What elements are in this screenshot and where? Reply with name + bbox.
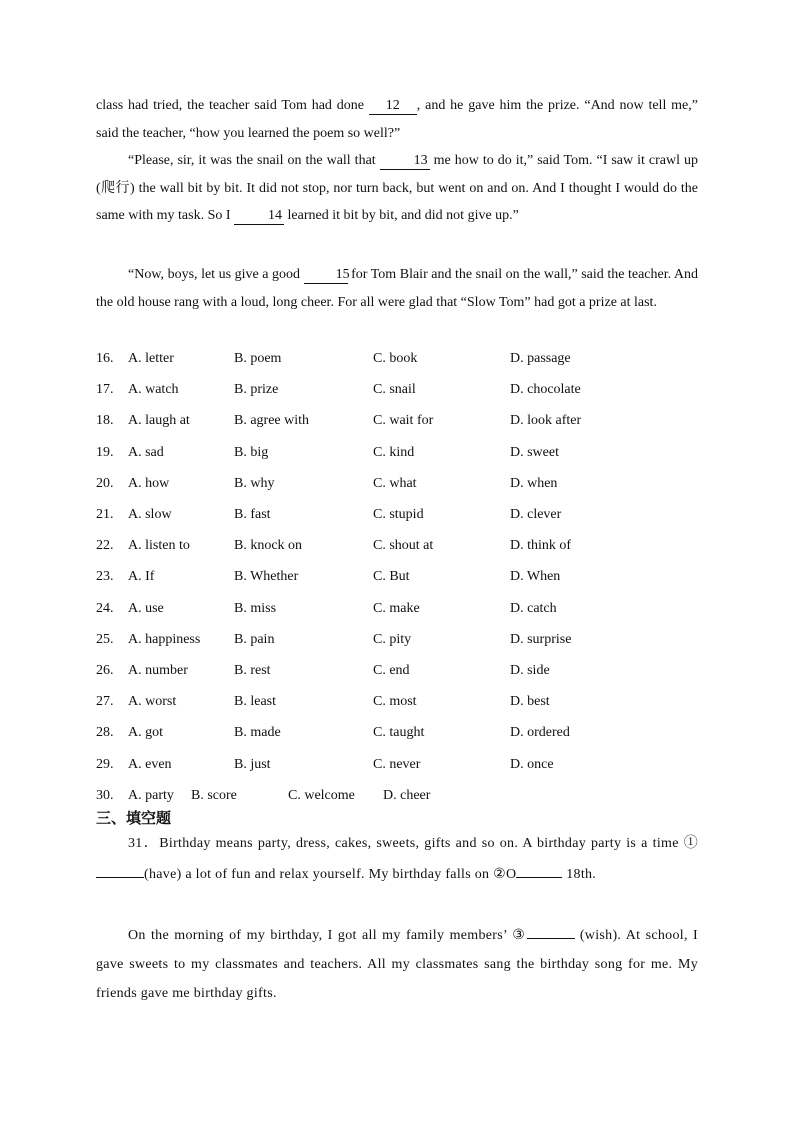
option-a[interactable]: A. laugh at: [128, 413, 190, 429]
option-d[interactable]: D. cheer: [383, 787, 431, 803]
passage-text: (wish). At school, I gave sweets to my classmates and teachers. All my classmates sang the birthday song for me. My friends gave me birthday gifts.: [96, 928, 699, 1001]
passage-text: “Please, sir, it was the snail on the wall that: [128, 153, 380, 168]
option-a[interactable]: A. happiness: [128, 631, 201, 647]
option-d[interactable]: D. look after: [510, 413, 582, 429]
option-c[interactable]: C. welcome: [288, 787, 355, 803]
question-number: 18.: [96, 413, 114, 429]
option-d[interactable]: D. clever: [510, 507, 562, 522]
option-d[interactable]: D. once: [510, 756, 554, 772]
option-a[interactable]: A. sad: [128, 444, 164, 460]
option-c[interactable]: C. shout at: [373, 538, 434, 554]
option-a[interactable]: A. If: [128, 569, 155, 585]
fill-blank-3[interactable]: [527, 938, 575, 939]
question-row: [96, 349, 696, 369]
question-row: [96, 411, 696, 431]
question-row: [96, 536, 696, 556]
question-row: [96, 505, 696, 525]
passage-paragraph-3: [96, 261, 698, 316]
option-c[interactable]: C. kind: [373, 444, 415, 460]
option-a[interactable]: A. letter: [128, 351, 174, 366]
passage-paragraph-1: [96, 92, 698, 147]
option-a[interactable]: A. watch: [128, 382, 179, 398]
option-b[interactable]: B. knock on: [234, 538, 303, 554]
passage-text: me how to do it,” said Tom. “I saw it crawl up (: [96, 153, 698, 196]
section-title: 三、填空题: [96, 809, 172, 827]
option-b[interactable]: B. made: [234, 725, 281, 741]
option-d[interactable]: D. catch: [510, 600, 557, 616]
option-a[interactable]: A. listen to: [128, 538, 190, 554]
option-d[interactable]: D. best: [510, 694, 550, 710]
question-number: 20.: [96, 475, 114, 491]
passage-text: On the morning of my birthday, I got all my family members’: [128, 928, 513, 943]
chinese-gloss: 爬行: [100, 179, 130, 196]
blank-12: 12: [369, 98, 417, 115]
option-a[interactable]: A. even: [128, 756, 172, 772]
fill-paragraph-1: [96, 828, 698, 890]
option-b[interactable]: B. score: [191, 787, 237, 803]
question-number: 16.: [96, 351, 114, 366]
passage-paragraph-2: [96, 147, 698, 230]
question-row: [96, 474, 696, 494]
question-number: 21.: [96, 507, 114, 522]
option-c[interactable]: C. stupid: [373, 507, 424, 522]
passage-text: class had tried, the teacher said Tom had done: [96, 98, 369, 113]
passage-text: “Now, boys, let us give a good: [128, 267, 304, 282]
question-number: 27.: [96, 694, 114, 710]
blank-marker-2: ②O: [493, 867, 517, 882]
passage-text: ) the wall bit by bit. It did not stop, nor turn back, but went on and on. And I thought I would do the same with my task. So I: [96, 180, 699, 223]
blank-marker-1: ①: [683, 836, 698, 851]
option-b[interactable]: B. prize: [234, 382, 279, 398]
option-d[interactable]: D. chocolate: [510, 382, 581, 398]
option-c[interactable]: C. most: [373, 694, 417, 710]
option-b[interactable]: B. miss: [234, 600, 277, 616]
option-c[interactable]: C. taught: [373, 725, 425, 741]
question-row: [96, 599, 696, 619]
question-row: [96, 630, 696, 650]
option-b[interactable]: B. just: [234, 756, 271, 772]
question-number: 30.: [96, 787, 114, 803]
question-row: [96, 755, 696, 775]
option-b[interactable]: B. fast: [234, 507, 271, 522]
option-c[interactable]: C. make: [373, 600, 420, 616]
option-d[interactable]: D. passage: [510, 351, 571, 366]
option-d[interactable]: D. think of: [510, 538, 572, 554]
blank-marker-3: ③: [512, 928, 527, 943]
option-b[interactable]: B. least: [234, 694, 276, 710]
option-d[interactable]: D. side: [510, 663, 550, 678]
fill-blank-2[interactable]: [516, 877, 562, 878]
passage-text: for Tom Blair and the snail on the wall,” said the teacher. And the old house rang with a loud, long cheer. For all were glad that “Slow Tom” had got a prize at last.: [96, 267, 698, 310]
option-a[interactable]: A. slow: [128, 507, 172, 522]
option-c[interactable]: C. snail: [373, 382, 416, 398]
option-b[interactable]: B. why: [234, 475, 275, 491]
question-number: 17.: [96, 382, 114, 398]
option-d[interactable]: D. ordered: [510, 725, 570, 741]
passage-text: , and he gave him the prize. “And now tell me,” said the teacher, “how you learned the poem so well?”: [96, 98, 698, 141]
question-number: 24.: [96, 600, 114, 616]
option-d[interactable]: D. when: [510, 475, 558, 491]
question-number: 29.: [96, 756, 114, 772]
question-row: [96, 786, 696, 806]
option-a[interactable]: A. number: [128, 663, 188, 678]
blank-13: 13: [380, 153, 430, 170]
blank-15: 15: [304, 267, 348, 284]
option-c[interactable]: C. never: [373, 756, 421, 772]
passage-text: 31．Birthday means party, dress, cakes, sweets, gifts and so on. A birthday party is a time: [128, 836, 684, 851]
question-row: [96, 443, 696, 463]
option-c[interactable]: C. what: [373, 475, 417, 491]
question-number: 19.: [96, 444, 114, 460]
question-row: [96, 567, 696, 587]
option-b[interactable]: B. pain: [234, 631, 275, 647]
option-a[interactable]: A. how: [128, 475, 170, 491]
passage-text: (have) a lot of fun and relax yourself. My birthday falls on: [144, 867, 494, 882]
option-c[interactable]: C. pity: [373, 631, 412, 647]
option-b[interactable]: B. rest: [234, 663, 271, 678]
option-a[interactable]: A. got: [128, 725, 163, 741]
passage-text: learned it bit by bit, and did not give up.”: [284, 208, 519, 223]
question-number: 28.: [96, 725, 114, 741]
option-a[interactable]: A. use: [128, 600, 164, 616]
fill-paragraph-2: [96, 921, 698, 1008]
fill-blank-1[interactable]: [96, 877, 144, 878]
option-d[interactable]: D. When: [510, 569, 561, 585]
question-row: [96, 723, 696, 743]
option-b[interactable]: B. poem: [234, 351, 282, 366]
question-number: 26.: [96, 663, 114, 678]
passage-text: 18th.: [562, 867, 597, 882]
option-c[interactable]: C. end: [373, 663, 410, 678]
question-number: 23.: [96, 569, 114, 585]
question-row: [96, 661, 696, 681]
question-number: 22.: [96, 538, 114, 554]
blank-14: 14: [234, 208, 284, 225]
option-c[interactable]: C. wait for: [373, 413, 434, 429]
option-a[interactable]: A. party: [128, 787, 174, 803]
option-b[interactable]: B. Whether: [234, 569, 299, 585]
option-d[interactable]: D. surprise: [510, 631, 572, 647]
option-c[interactable]: C. book: [373, 351, 418, 366]
option-c[interactable]: C. But: [373, 569, 410, 585]
option-a[interactable]: A. worst: [128, 694, 177, 710]
option-d[interactable]: D. sweet: [510, 444, 559, 460]
option-b[interactable]: B. big: [234, 444, 269, 460]
question-row: [96, 692, 696, 712]
question-number: 25.: [96, 631, 114, 647]
option-b[interactable]: B. agree with: [234, 413, 310, 429]
question-row: [96, 380, 696, 400]
